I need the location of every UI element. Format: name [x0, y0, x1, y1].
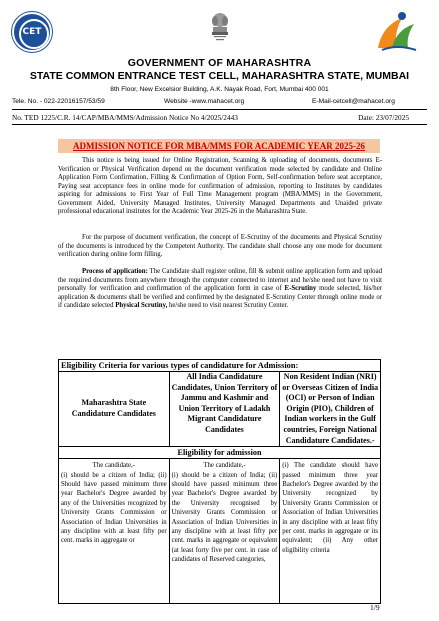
government-title: GOVERNMENT OF MAHARASHTRA — [127, 57, 312, 69]
notice-reference-line — [12, 113, 427, 122]
notice-title: ADMISSION NOTICE FOR MBA/MMS FOR ACADEMIC YEAR 2025-26 — [58, 139, 380, 153]
eligibility-table-title: Eligibility Criteria for various types of candidature for Admission: — [59, 360, 381, 372]
all-india-candidature-header: All India Candidature Candidates, Union Territory of Jammu and Kashmir and Union Territory of Ladakh Migrant Candidature Candidates — [169, 372, 280, 447]
maharashtra-eligibility-cell: The candidate,- (i) should be a citizen of India; (ii) Should have passed minimum three year Bachelor's Degree awarded by any of the Universities recognized by University Grants Commission or Association of Indian Universities in any discipline with at least fifty per cent. marks in aggregate or — [59, 459, 170, 604]
reference-divider — [12, 124, 427, 125]
nri-candidature-header: Non Resident Indian (NRI) or Overseas Citizen of India (OCI) or Person of Indian Origin (PIO), Children of Indian workers in the Gulf countries, Foreign National Candidature Candidates.- — [280, 372, 381, 447]
telephone-numbers: Tele. No. - 022-22016157/53/59 — [12, 98, 105, 105]
process-paragraph: Process of application: The Candidate shall register online, fill & submit online application form and upload the required documents from anywhere through the computer connected to internet and he/she need not have to visit personally for verification and confirmation of the application form in case of E-Scrutiny mode selected, his/her application & documents shall be verified and confirmed by the designated E-Scrutiny Center through online mode or if candidate selected Physical Scrutiny, he/she need to visit nearest Scrutiny Center. — [58, 268, 382, 309]
eligibility-table — [58, 359, 381, 604]
notice-date: Date: 23/07/2025 — [358, 113, 409, 122]
maharashtra-candidature-header: Maharashtra State Candidature Candidates — [59, 372, 170, 447]
notice-number: No. TED 1225/C.R. 14/CAP/MBA/MMS/Admission Notice No 4/2025/2443 — [12, 113, 238, 122]
office-address: 8th Floor, New Excelsior Building, A.K. Nayak Road, Fort, Mumbai 400 001 — [110, 86, 329, 93]
page-number: 1/9 — [370, 603, 380, 612]
nri-eligibility-cell: (i) The candidate should have passed minimum three year Bachelor's Degree awarded by the University recognized by University Grants Commission or Association of Indian Universities in any discipline with at least fifty per cent. marks in aggregate or its equivalent; (ii) Any other eligibility criteria — [280, 459, 381, 604]
process-label: Process of application: — [82, 268, 148, 275]
header-divider — [12, 109, 427, 110]
cet-logo-text: CET — [22, 27, 42, 37]
national-emblem-icon — [209, 11, 231, 45]
eligibility-for-admission-header: Eligibility for admission — [59, 447, 381, 459]
letterhead — [0, 0, 439, 130]
all-india-eligibility-cell: The candidate,- (i) should be a citizen of India; (ii) should have passed minimum three year Bachelor's Degree awarded by the University recognised by University Grants Commission or Association of Indian Universities in any discipline with at least fifty per cent. marks in aggregate or equivalent (at least forty five per cent. in case of candidates of Reserved categories, — [169, 459, 280, 604]
email-address[interactable]: E-Mail-cetcell@mahacet.org — [312, 98, 395, 105]
cell-title: STATE COMMON ENTRANCE TEST CELL, MAHARASHTRA STATE, MUMBAI — [29, 70, 410, 82]
cet-logo — [12, 12, 52, 52]
verification-paragraph: For the purpose of document verification, the concept of E-Scrutiny of the documents and Physical Scrutiny of the documents is introduced by the Competent Authority. The candidate shall choose any one mode for document verification during online form filling. — [58, 234, 382, 258]
maharashtra-logo-icon — [372, 8, 422, 54]
intro-paragraph: This notice is being issued for Online Registration, Scanning & uploading of documents, documents E-Verification or Physical Verification depend on the document verification mode selected by candidate and Online Application Form Confirmation, Filling & Confirmation of Option Form, Self-confirmation before seat acceptance, Paying seat acceptance fees in online mode for confirmation of admission, reporting to Institutes by candidates aspiring for admissions to First Year of Full Time Management program (MBA/MMS) in the Government, Government Aided, University Managed Institutes, University Managed Departments and Unaided private professional educational institutes for the Academic Year 2025-26 in the Maharashtra State. — [58, 157, 382, 215]
website-link[interactable]: Website -www.mahacet.org — [164, 98, 245, 105]
